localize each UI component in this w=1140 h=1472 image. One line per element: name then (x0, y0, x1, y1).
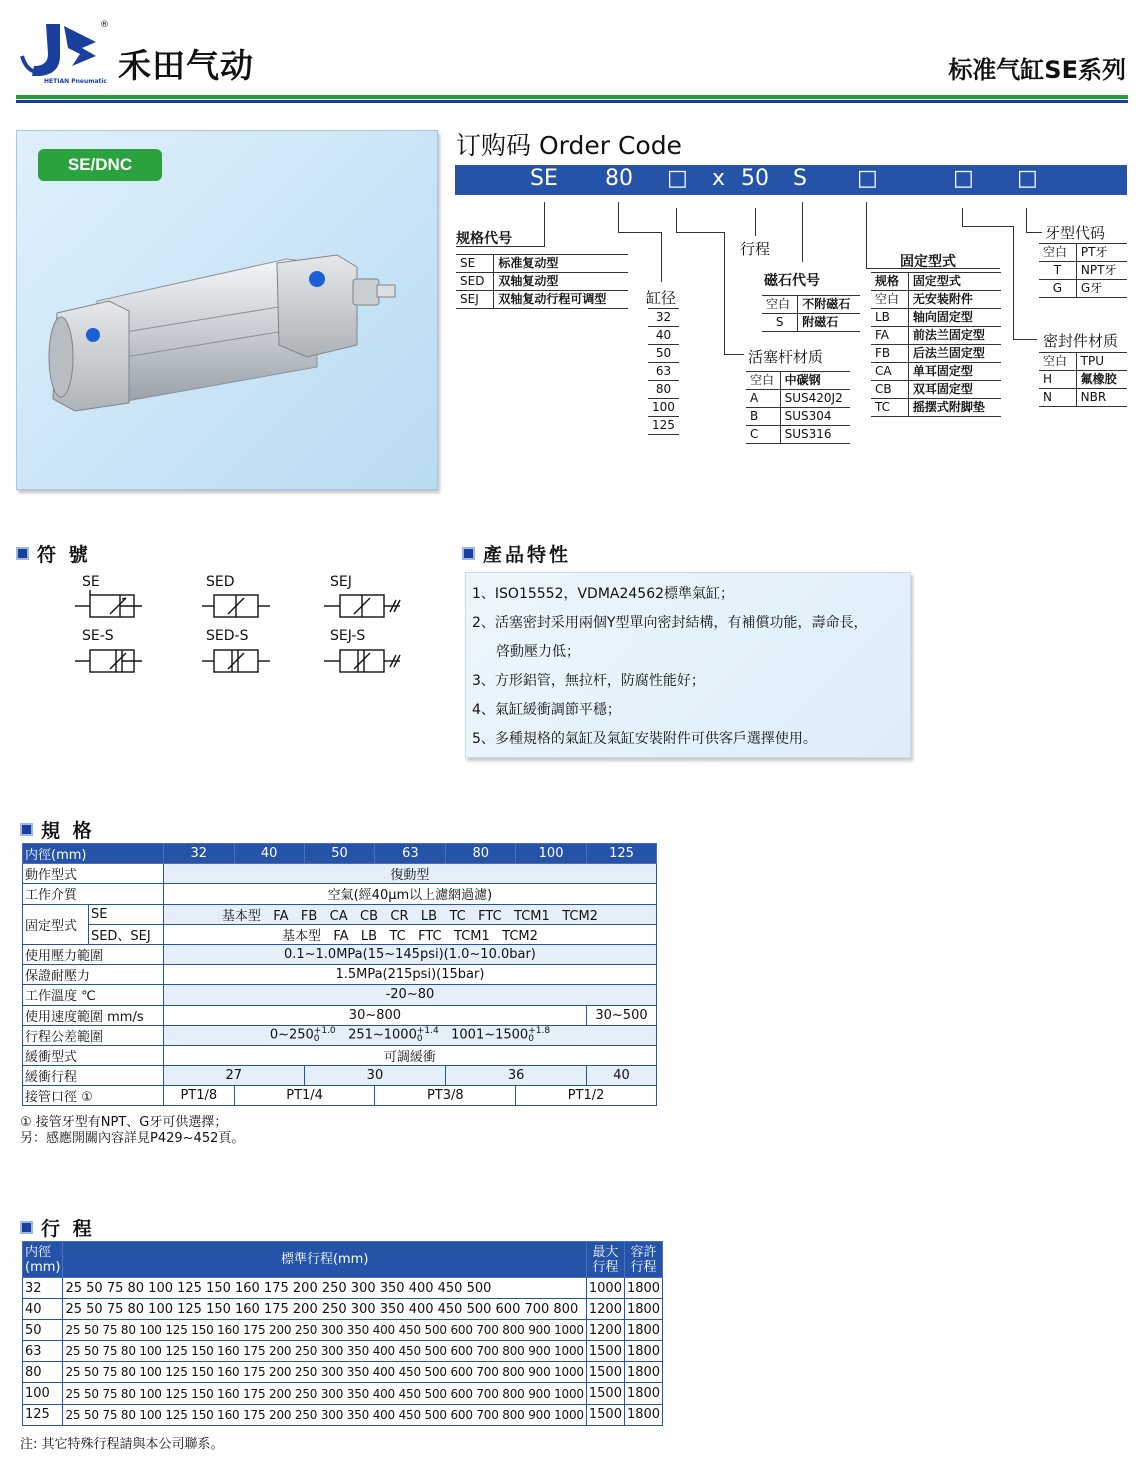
feature-item: 1、ISO15552，VDMA24562標準氣缸； (472, 586, 735, 602)
feature-item: 5、多種規格的氣缸及氣缸安裝附件可供客戶選擇使用。 (472, 731, 817, 747)
heading-square-icon (20, 823, 33, 836)
logo-caption: HETIAN Pneumatic (44, 78, 107, 85)
table-row: 50 25 50 75 80 100 125 150 160 175 200 250 300 350 400 450 500 600 700 800 900 1000 1200 1800 (23, 1320, 663, 1341)
magnet-code-table: 空白 不附磁石 S 附磁石 (762, 295, 860, 332)
symbol-se-s-icon (75, 650, 142, 672)
feature-item: 3、方形鋁管，無拉杆，防腐性能好； (472, 673, 705, 689)
header-rule-blue (16, 100, 1128, 103)
feature-item: 2、活塞密封采用兩個Y型單向密封結構，有補償功能，壽命長， (472, 615, 868, 631)
thread-code-table: 空白 PT牙 T NPT牙 G G牙 (1039, 243, 1127, 298)
stroke-table: 内徑 (mm) 標準行程(mm) 最大 行程 容許 行程 32 25 50 75 80 100 125 150 160 175 200 250 300 350 400 450 500 1000 1800 40 25 50 75 80 100 125 150 160 175 200 250 300 350 400 450 500 600 700 800 1200 1800 50 25 50 75 80 100 125 150 160 175 200 250 300 350 400 450 500 600 700 800 900 1000 1200 1800 63 25 50 75 80 100 125 150 160 175 200 250 300 350 400 450 500 600 700 800 900 1000 1500 1800 80 25 50 75 80 100 125 150 160 175 200 250 300 350 400 450 500 600 700 800 900 1000 1500 1800 100 25 50 75 80 100 125 150 160 175 200 250 300 350 400 450 500 600 700 800 900 1000 1500 1800 125 25 50 75 80 100 125 150 160 175 200 250 300 350 400 450 500 600 700 800 900 1000 1500 1800 (22, 1241, 663, 1426)
brand-logo (16, 16, 109, 88)
rod-material-label: 活塞杆材质 (748, 348, 824, 366)
spec-note: ① 接管牙型有NPT、G牙可供選擇； (20, 1115, 228, 1130)
symbol-label-se-s: SE-S (82, 628, 114, 644)
symbol-sej-icon (324, 595, 400, 617)
spec-code-table: SE 标准复动型 SED 双轴复动型 SEJ 双轴复动行程可调型 (456, 254, 628, 309)
bore-label: 缸径 (646, 289, 677, 307)
symbol-label-sed-s: SED-S (206, 628, 249, 644)
spec-code-label: 规格代号 (456, 231, 512, 247)
code-stroke: 50 (741, 166, 769, 191)
stroke-note: 注: 其它特殊行程請與本公司聯系。 (20, 1437, 224, 1452)
spec-heading: 規 格 (20, 816, 95, 843)
table-row: 40 25 50 75 80 100 125 150 160 175 200 250 300 350 400 450 500 600 700 800 1200 1800 (23, 1299, 663, 1320)
code-mount-box: □ (857, 166, 878, 191)
table-row: 125 25 50 75 80 100 125 150 160 175 200 250 300 350 400 450 500 600 700 800 900 1000 1500 1800 (23, 1404, 663, 1425)
symbol-label-se: SE (82, 574, 100, 590)
model-tag: SE/DNC (38, 149, 162, 181)
heading-square-icon (16, 547, 29, 560)
code-seal-box: □ (953, 166, 974, 191)
feature-item: 4、氣缸緩衝調節平穩； (472, 702, 621, 718)
symbol-label-sej: SEJ (330, 574, 352, 590)
registered-mark: ® (100, 20, 109, 30)
seal-material-table: 空白 TPU H 氟橡胶 N NBR (1039, 352, 1127, 407)
code-series: SE (530, 166, 558, 191)
symbol-sed-s-icon (202, 650, 270, 672)
cylinder-illustration (17, 131, 437, 489)
order-code-title: 订购码 Order Code (456, 131, 682, 160)
brand-name: 禾田气动 (118, 46, 254, 85)
symbol-sej-s-icon (324, 650, 400, 672)
magnet-code-label: 磁石代号 (764, 273, 820, 289)
code-x: x (712, 166, 726, 191)
mount-type-table: 规格 固定型式 空白 无安装附件 LB 轴向固定型 FA 前法兰固定型 FB 后法兰固定型 CA 单耳固定型 CB 双耳固定型 TC 摇摆式附脚垫 (871, 272, 1001, 417)
symbol-sed-icon (202, 595, 270, 617)
symbols-heading: 符 號 (16, 540, 91, 567)
table-row: 100 25 50 75 80 100 125 150 160 175 200 250 300 350 400 450 500 600 700 800 900 1000 1500 1800 (23, 1383, 663, 1404)
code-magnet: S (793, 166, 807, 191)
mount-type-label: 固定型式 (900, 254, 956, 270)
pneumatic-symbols (70, 590, 410, 680)
bore-table: 32 40 50 63 80 100 125 (648, 308, 679, 435)
features-heading: 產品特性 (462, 540, 571, 567)
series-title: 标准气缸SE系列 (948, 56, 1126, 84)
heading-square-icon (462, 547, 475, 560)
order-code-bar (455, 165, 1127, 195)
symbol-label-sed: SED (206, 574, 235, 590)
header-rule-green (16, 95, 1128, 99)
heading-square-icon (20, 1221, 33, 1234)
feature-item: 啓動壓力低； (496, 644, 580, 660)
table-row: 80 25 50 75 80 100 125 150 160 175 200 250 300 350 400 450 500 600 700 800 900 1000 1500 1800 (23, 1362, 663, 1383)
code-bore: 80 (605, 166, 633, 191)
symbol-label-sej-s: SEJ-S (330, 628, 366, 644)
spec-table: 内徑(mm) 32 40 50 63 80 100 125 動作型式 復動型 工作介質 空氣(經40μm以上濾網過濾) 固定型式 SE 基本型 FA FB CA CB CR LB TC FTC TCM1 TCM2 SED、SEJ 基本型 FA LB TC FTC TCM1 TCM2 使用壓力範圍 0.1~1.0MPa(15~145psi)(1.0~10.0bar) 保證耐壓力 1.5MPa(215psi)(15bar) 工作溫度 ℃ -20~80 使用速度範圍 mm/s 30~800 30~500 行程公差範圍 0~250+1.0 0 251~1000+1.4 0 1001~1500+1.8 0 緩衝型式 可調緩衝 緩衝行程 27 30 36 40 接管口徑 ① PT1/8 PT1/4 PT3/8 PT1/2 (22, 843, 657, 1106)
code-rod-box: □ (667, 166, 688, 191)
code-thread-box: □ (1017, 166, 1038, 191)
stroke-code-label: 行程 (740, 240, 771, 258)
product-image-panel (16, 130, 438, 490)
symbol-se-icon (75, 590, 142, 617)
spec-note: 另：感應開關內容詳見P429~452頁。 (20, 1131, 245, 1146)
seal-material-label: 密封件材质 (1043, 332, 1119, 350)
thread-code-label: 牙型代码 (1045, 224, 1106, 242)
table-row: 63 25 50 75 80 100 125 150 160 175 200 250 300 350 400 450 500 600 700 800 900 1000 1500 1800 (23, 1341, 663, 1362)
rod-material-table: 空白 中碳钢 A SUS420J2 B SUS304 C SUS316 (746, 371, 850, 444)
stroke-heading: 行 程 (20, 1214, 95, 1241)
table-row: 32 25 50 75 80 100 125 150 160 175 200 250 300 350 400 450 500 1000 1800 (23, 1278, 663, 1299)
